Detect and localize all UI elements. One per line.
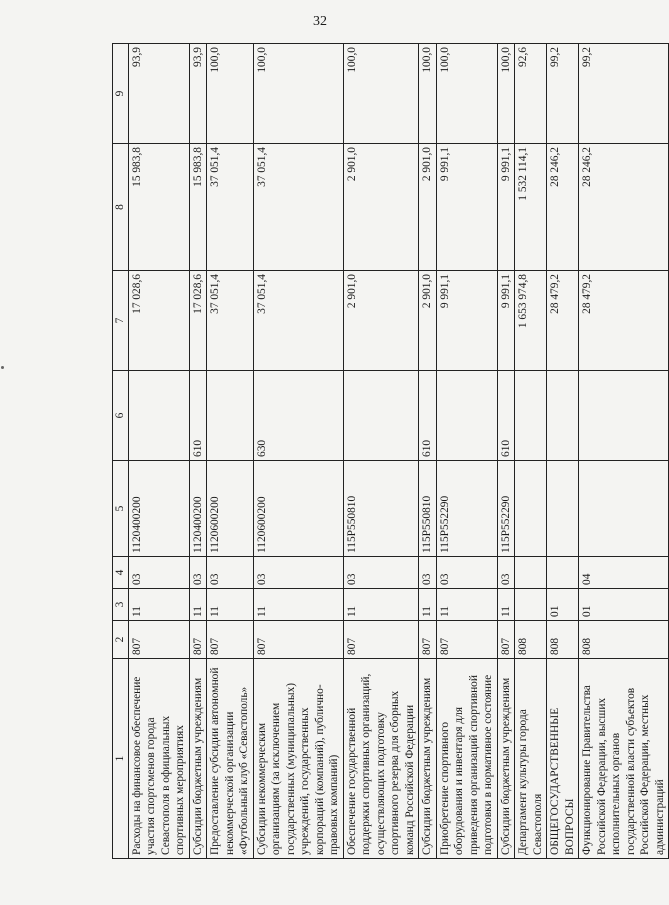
cell-section: 01 [579,589,669,621]
cell-gov: 808 [547,621,579,659]
table-row [579,44,669,859]
cell-gov: 808 [515,621,547,659]
row-name: Субсидии бюджетным учреждениям [497,659,515,859]
cell-subsection: 04 [579,557,669,589]
cell-planned: 17 028,6 [128,271,189,371]
cell-section: 11 [207,589,254,621]
cell-type [547,371,579,461]
cell-type [343,371,419,461]
cell-planned: 37 051,4 [207,271,254,371]
cell-section: 11 [343,589,419,621]
col-header-8: 8 [113,144,129,271]
cell-section [515,589,547,621]
cell-type: 610 [497,371,515,461]
row-name: Расходы на финансовое обеспечение участия спортсменов города Севастополя в официальных спортивных мероприятиях [128,659,189,859]
cell-executed: 28 246,2 [547,144,579,271]
table-row [343,44,419,859]
cell-subsection: 03 [253,557,343,589]
cell-subsection: 03 [343,557,419,589]
cell-subsection: 03 [497,557,515,589]
row-name: Функционирование Правительства Российской Федерации, высших исполнительных органов государственной власти субъектов Российской Федерации, местных администраций [579,659,669,859]
col-header-5: 5 [113,461,129,557]
cell-target: 115P552290 [436,461,497,557]
cell-gov: 807 [128,621,189,659]
cell-gov: 808 [579,621,669,659]
cell-percent: 100,0 [436,44,497,144]
cell-type [128,371,189,461]
cell-planned: 9 991,1 [436,271,497,371]
cell-gov: 807 [497,621,515,659]
cell-section: 11 [419,589,437,621]
table-row [547,44,579,859]
cell-planned: 2 901,0 [343,271,419,371]
table-header-row [113,44,129,859]
cell-target [515,461,547,557]
cell-subsection: 03 [189,557,207,589]
cell-target: 1120600200 [207,461,254,557]
cell-executed: 15 983,8 [128,144,189,271]
cell-subsection: 03 [207,557,254,589]
cell-executed: 37 051,4 [253,144,343,271]
cell-percent: 100,0 [497,44,515,144]
cell-planned: 2 901,0 [419,271,437,371]
cell-executed: 28 246,2 [579,144,669,271]
cell-gov: 807 [436,621,497,659]
cell-section: 11 [497,589,515,621]
cell-type [515,371,547,461]
table-row [207,44,254,859]
cell-planned: 37 051,4 [253,271,343,371]
cell-section: 11 [189,589,207,621]
table-row [436,44,497,859]
budget-table [112,43,669,859]
cell-executed: 37 051,4 [207,144,254,271]
row-name: Приобретение спортивного оборудования и инвентаря для приведения организаций спортивной подготовки в нормативное состояние [436,659,497,859]
cell-type: 610 [419,371,437,461]
cell-target: 1120600200 [253,461,343,557]
col-header-2: 2 [113,621,129,659]
cell-target [547,461,579,557]
row-name: Субсидии бюджетным учреждениям [189,659,207,859]
cell-gov: 807 [253,621,343,659]
row-name: Департамент культуры города Севастополя [515,659,547,859]
cell-planned: 17 028,6 [189,271,207,371]
table-row [253,44,343,859]
cell-subsection: 03 [128,557,189,589]
col-header-4: 4 [113,557,129,589]
cell-percent: 93,9 [189,44,207,144]
cell-type [436,371,497,461]
cell-executed: 9 991,1 [497,144,515,271]
cell-section: 11 [253,589,343,621]
row-name: Субсидии некоммерческим организациям (за исключением государственных (муниципальных) учреждений, государственных корпораций (компаний), публично-правовых компаний) [253,659,343,859]
cell-subsection [547,557,579,589]
page-number: 32 [313,14,327,29]
cell-planned: 28 479,2 [579,271,669,371]
row-name: Субсидии бюджетным учреждениям [419,659,437,859]
cell-percent: 100,0 [419,44,437,144]
table-row [419,44,437,859]
cell-gov: 807 [189,621,207,659]
scan-speck [1,366,4,369]
cell-gov: 807 [419,621,437,659]
cell-planned: 1 653 974,8 [515,271,547,371]
cell-subsection [515,557,547,589]
cell-type: 610 [189,371,207,461]
cell-type: 630 [253,371,343,461]
cell-type [579,371,669,461]
row-name: ОБЩЕГОСУДАРСТВЕННЫЕ ВОПРОСЫ [547,659,579,859]
rotated-table-container [112,44,666,859]
cell-section: 11 [436,589,497,621]
row-name: Предоставление субсидии автономной некоммерческой организации «Футбольный клуб «Севастополь» [207,659,254,859]
cell-executed: 1 532 114,1 [515,144,547,271]
cell-percent: 100,0 [253,44,343,144]
cell-percent: 92,6 [515,44,547,144]
cell-subsection: 03 [436,557,497,589]
cell-section: 11 [128,589,189,621]
cell-planned: 28 479,2 [547,271,579,371]
cell-percent: 93,9 [128,44,189,144]
cell-target: 115P552290 [497,461,515,557]
col-header-7: 7 [113,271,129,371]
col-header-1: 1 [113,659,129,859]
cell-target: 1120400200 [189,461,207,557]
row-name: Обеспечение государственной поддержки спортивных организаций, осуществляющих подготовку спортивного резерва для сборных команд Российской Федерации [343,659,419,859]
table-row [128,44,189,859]
table-row [497,44,515,859]
cell-section: 01 [547,589,579,621]
table-row [515,44,547,859]
cell-planned: 9 991,1 [497,271,515,371]
col-header-6: 6 [113,371,129,461]
cell-executed: 2 901,0 [343,144,419,271]
col-header-9: 9 [113,44,129,144]
cell-target: 115P550810 [419,461,437,557]
cell-gov: 807 [207,621,254,659]
cell-executed: 15 983,8 [189,144,207,271]
cell-executed: 2 901,0 [419,144,437,271]
table-row [189,44,207,859]
cell-executed: 9 991,1 [436,144,497,271]
cell-target: 1120400200 [128,461,189,557]
cell-target [579,461,669,557]
cell-percent: 99,2 [547,44,579,144]
col-header-3: 3 [113,589,129,621]
cell-percent: 100,0 [207,44,254,144]
cell-percent: 99,2 [579,44,669,144]
cell-percent: 100,0 [343,44,419,144]
cell-subsection: 03 [419,557,437,589]
cell-type [207,371,254,461]
cell-target: 115P550810 [343,461,419,557]
cell-gov: 807 [343,621,419,659]
